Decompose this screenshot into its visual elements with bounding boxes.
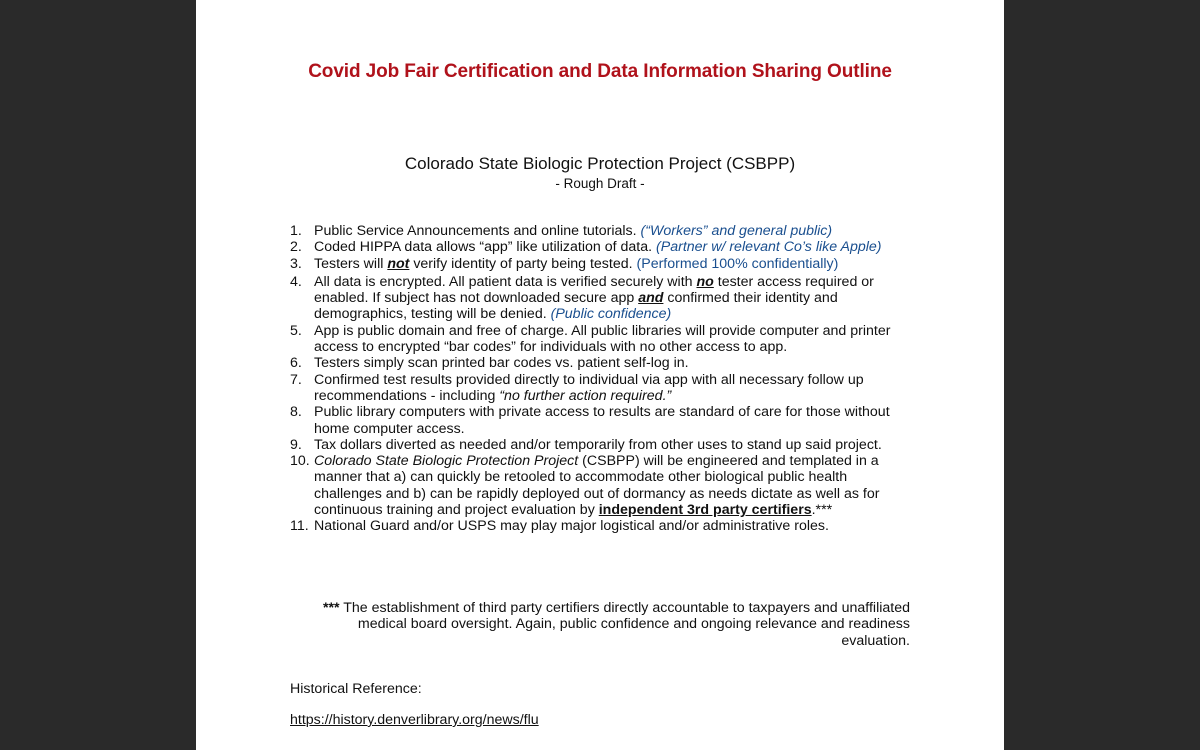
outline-list [290, 223, 910, 535]
item-emphasis: independent 3rd party certifiers [598, 502, 812, 519]
item-emphasis: not [387, 255, 410, 272]
list-item [290, 256, 910, 272]
item-number: 11. [290, 518, 309, 535]
item-number: 3. [290, 255, 302, 272]
footnote-text: The establishment of third party certifiers directly accountable to taxpayers and unaffiliated medical board oversight. Again, public confidence and ongoing relevance and readiness evaluation. [339, 600, 910, 649]
item-text: Coded HIPPA data allows “app” like utilization of data. [314, 239, 657, 256]
footnote-stars: *** [322, 600, 340, 616]
list-item [290, 323, 910, 356]
item-text: Testers will [314, 255, 388, 272]
item-text: .*** [811, 502, 833, 519]
item-text: Confirmed test results provided directly to individual via app with all necessary follow up recommendations - including [314, 371, 864, 404]
item-note: (Public confidence) [550, 306, 672, 323]
document-page [196, 0, 1004, 750]
item-emphasis: and [638, 290, 664, 307]
project-title: Colorado State Biologic Protection Project (CSBPP) [404, 154, 796, 173]
list-item [290, 404, 910, 437]
item-text: tester access required or enabled. If subject has not downloaded secure app [314, 273, 874, 307]
item-number: 7. [290, 371, 302, 388]
document-title: Covid Job Fair Certification and Data Information Sharing Outline [308, 61, 892, 82]
footnote [290, 600, 910, 649]
list-item [290, 223, 910, 239]
item-text: verify identity of party being tested. [409, 255, 637, 272]
item-number: 1. [290, 223, 302, 239]
item-emphasis: no [696, 273, 714, 290]
item-number: 5. [290, 322, 302, 339]
list-item [290, 372, 910, 405]
item-text: National Guard and/or USPS may play major logistical and/or administrative roles. [314, 518, 829, 535]
list-item [290, 274, 910, 323]
item-note: (“Workers” and general public) [640, 223, 833, 239]
item-text: Public Service Announcements and online tutorials. [314, 223, 641, 239]
list-item [290, 518, 910, 534]
item-text: Testers simply scan printed bar codes vs. patient self-log in. [314, 355, 689, 372]
item-number: 4. [290, 273, 302, 290]
draft-label: - Rough Draft - [555, 176, 645, 191]
item-italic: Colorado State Biologic Protection Project [314, 453, 579, 470]
list-item [290, 239, 910, 255]
historical-reference-label: Historical Reference: [290, 681, 422, 697]
item-number: 6. [290, 355, 302, 372]
item-note: (Performed 100% confidentially) [636, 255, 839, 272]
item-text: confirmed their identity and demographics, testing will be denied. [314, 290, 838, 323]
item-text: Public library computers with private access to results are standard of care for those without home computer access. [314, 404, 890, 437]
item-number: 10. [290, 453, 310, 470]
item-number: 2. [290, 239, 302, 256]
item-text: (CSBPP) will be engineered and templated in a manner that a) can quickly be retooled to accommodate other biological public health challenges and b) can be rapidly deployed out of dormancy as needs dictate as well as for continuous training and project evaluation by [314, 453, 880, 519]
item-number: 9. [290, 436, 302, 453]
historical-reference-link[interactable]: https://history.denverlibrary.org/news/flu [290, 712, 539, 728]
item-italic: “no further action required.” [499, 387, 672, 404]
item-text: Tax dollars diverted as needed and/or temporarily from other uses to stand up said project. [314, 436, 882, 453]
list-item [290, 355, 910, 371]
list-item [290, 437, 910, 453]
item-text: All data is encrypted. All patient data is verified securely with [314, 273, 697, 290]
list-item [290, 453, 910, 518]
item-text: App is public domain and free of charge. All public libraries will provide computer and printer access to encrypted “bar codes” for individuals with no other access to app. [314, 322, 891, 356]
item-note: (Partner w/ relevant Co’s like Apple) [656, 239, 882, 256]
item-number: 8. [290, 404, 302, 421]
